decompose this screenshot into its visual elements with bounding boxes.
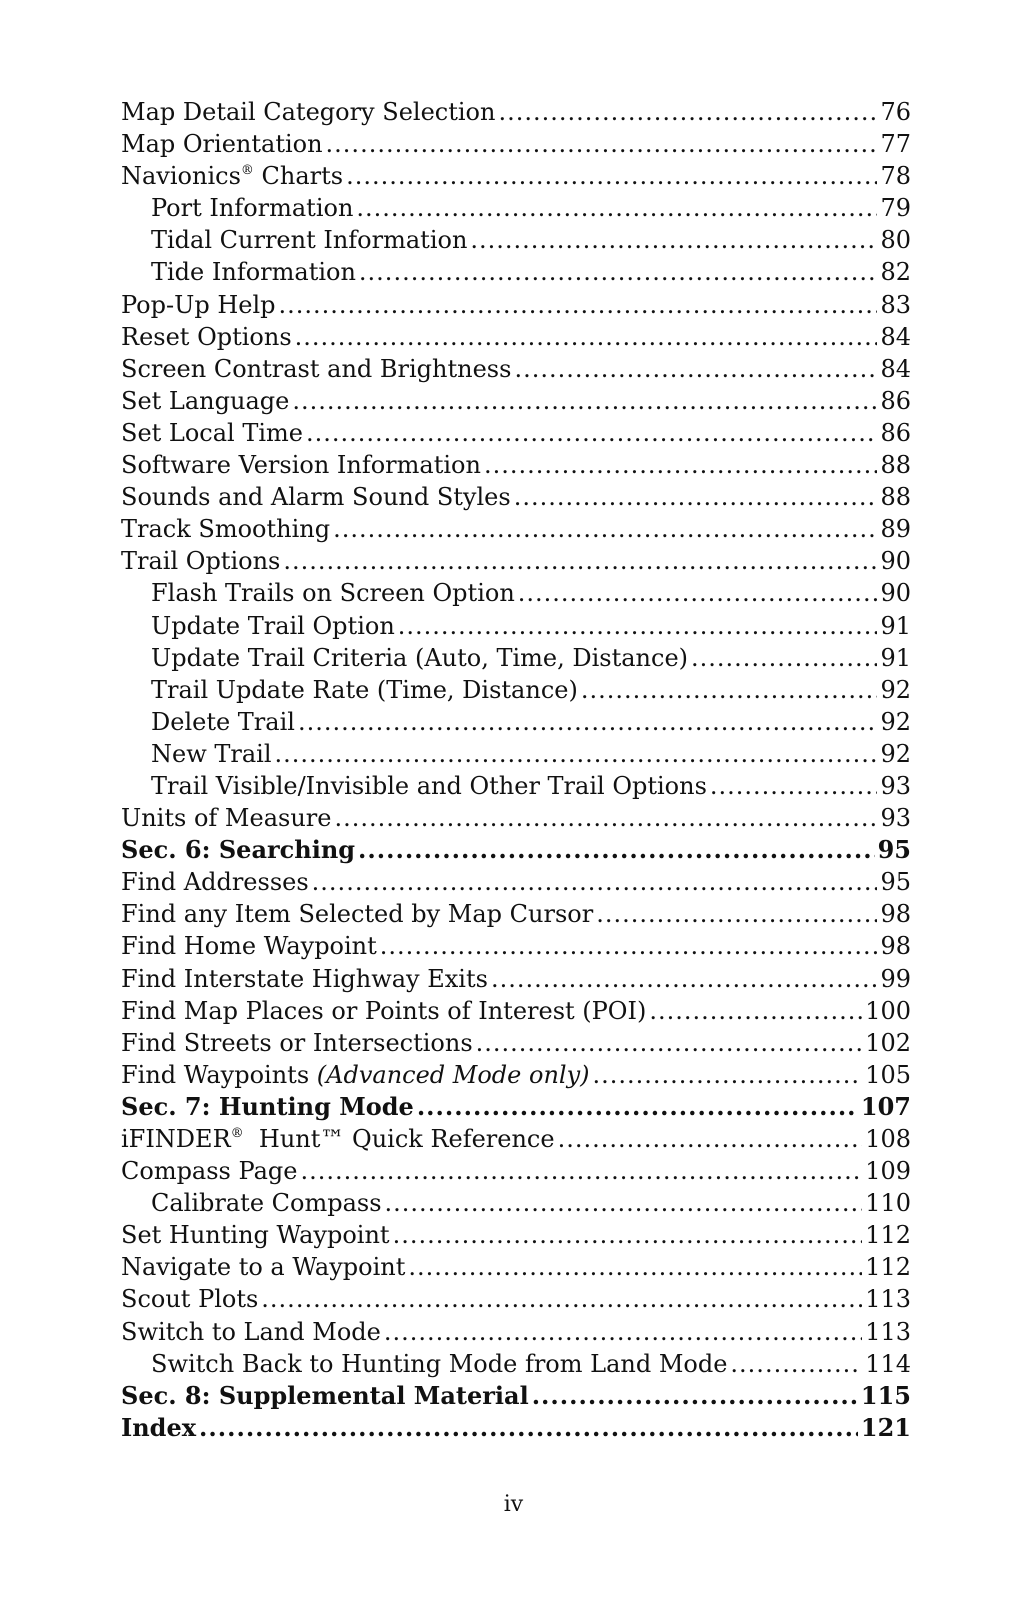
- dot-leader: [491, 963, 878, 995]
- toc-page-number: 100: [865, 996, 911, 1025]
- toc-entry[interactable]: [121, 449, 911, 481]
- toc-entry-title-text: Sec. 8: Supplemental Material: [121, 1380, 529, 1410]
- toc-entry-title: [121, 1348, 727, 1380]
- toc-entry-title-text: Find Home Waypoint: [121, 932, 377, 961]
- toc-entry-title: [121, 674, 578, 706]
- toc-entry-title: [121, 1316, 381, 1348]
- toc-entry[interactable]: [121, 866, 911, 898]
- toc-page-number: 83: [880, 290, 911, 319]
- toc-entry-title-text: Find Waypoints: [121, 1060, 317, 1089]
- toc-page-number: 107: [860, 1091, 911, 1121]
- toc-entry[interactable]: [121, 802, 911, 834]
- toc-page-number: 77: [880, 130, 911, 159]
- toc-page-number: 105: [865, 1060, 911, 1089]
- toc-entry-title-text: Trail Options: [121, 547, 281, 576]
- toc-entry-title-text: Find Streets or Intersections: [121, 1028, 473, 1057]
- toc-entry-title: [121, 577, 515, 609]
- toc-entry-title: [121, 610, 395, 642]
- toc-page-number: 121: [860, 1412, 911, 1442]
- toc-entry-title: [121, 192, 353, 224]
- toc-entry[interactable]: [121, 1251, 911, 1283]
- toc-entry-title-text: Sec. 6: Searching: [121, 835, 356, 865]
- toc-page-number: 113: [865, 1285, 911, 1314]
- toc-page-number: 102: [865, 1028, 911, 1057]
- toc-entry-title-text: Scout Plots: [121, 1285, 259, 1314]
- toc-entry[interactable]: [121, 1027, 911, 1059]
- dot-leader: [393, 1219, 863, 1251]
- toc-entry-title: [121, 321, 292, 353]
- toc-entry[interactable]: [121, 128, 911, 160]
- toc-entry-title: [121, 1219, 390, 1251]
- dot-leader: [730, 1348, 862, 1380]
- toc-page-number: 110: [865, 1189, 911, 1218]
- toc-entry-title-text: Tide Information: [151, 258, 356, 287]
- toc-entry-title: [121, 930, 377, 962]
- toc-entry-title-text: Reset Options: [121, 322, 292, 351]
- toc-entry-title-text: Set Hunting Waypoint: [121, 1221, 390, 1250]
- toc-section-entry[interactable]: [121, 1412, 911, 1444]
- dot-leader: [385, 1187, 863, 1219]
- registered-mark: ®: [240, 163, 254, 179]
- toc-entry[interactable]: [121, 1187, 911, 1219]
- toc-entry-title-text: Screen Contrast and Brightness: [121, 354, 512, 383]
- toc-entry[interactable]: [121, 513, 911, 545]
- toc-page-number: 112: [865, 1221, 911, 1250]
- dot-leader: [532, 1380, 858, 1412]
- toc-entry-title-text: Track Smoothing: [121, 515, 331, 544]
- toc-entry-note: (Advanced Mode only): [316, 1060, 590, 1089]
- toc-page-number: 115: [860, 1380, 911, 1410]
- dot-leader: [476, 1027, 863, 1059]
- toc-entry-title: [121, 1123, 555, 1155]
- toc-entry-title-text: iFINDER: [121, 1125, 231, 1153]
- dot-leader: [199, 1412, 858, 1444]
- toc-entry[interactable]: [121, 706, 911, 738]
- toc-entry[interactable]: [121, 192, 911, 224]
- toc-page-number: 86: [880, 418, 911, 447]
- toc-entry[interactable]: [121, 321, 911, 353]
- dot-leader: [275, 738, 878, 770]
- dot-leader: [384, 1316, 862, 1348]
- dot-leader: [295, 321, 878, 353]
- toc-entry[interactable]: [121, 674, 911, 706]
- toc-entry[interactable]: [121, 610, 911, 642]
- toc-page-number: 109: [865, 1157, 911, 1186]
- toc-section-entry[interactable]: [121, 834, 911, 866]
- registered-mark: ®: [230, 1126, 244, 1141]
- dot-leader: [312, 866, 878, 898]
- dot-leader: [408, 1251, 862, 1283]
- toc-entry-title-text: New Trail: [151, 739, 272, 768]
- dot-leader: [359, 256, 878, 288]
- dot-leader: [710, 770, 878, 802]
- toc-entry[interactable]: [121, 160, 911, 192]
- toc-entry-title: [121, 353, 511, 385]
- toc-page-number: 99: [880, 964, 911, 993]
- toc-entry-title: [121, 513, 330, 545]
- toc-entry-title-text: Compass Page: [121, 1157, 298, 1186]
- dot-leader: [593, 1059, 863, 1091]
- toc-entry-title: [121, 160, 343, 192]
- toc-entry-title: [121, 1380, 529, 1412]
- toc-entry-title: [121, 1059, 590, 1091]
- toc-entry[interactable]: [121, 1155, 911, 1187]
- toc-entry[interactable]: [121, 256, 911, 288]
- dot-leader: [558, 1123, 863, 1155]
- toc-entry-title: [121, 1027, 473, 1059]
- dot-leader: [417, 1091, 858, 1123]
- toc-entry[interactable]: [121, 898, 911, 930]
- toc-entry[interactable]: [121, 545, 911, 577]
- toc-entry-title-suffix: Hunt™ Quick Reference: [243, 1125, 555, 1153]
- toc-entry[interactable]: [121, 224, 911, 256]
- toc-page-number: 84: [880, 322, 911, 351]
- dot-leader: [514, 353, 877, 385]
- toc-entry-title: [121, 96, 495, 128]
- toc-entry[interactable]: [121, 770, 911, 802]
- dot-leader: [518, 577, 878, 609]
- toc-page-number: 114: [865, 1349, 911, 1378]
- toc-page-number: 79: [880, 194, 911, 223]
- toc-entry-title-text: Trail Visible/Invisible and Other Trail Options: [151, 771, 707, 800]
- toc-entry-title: [121, 802, 331, 834]
- toc-entry-title-text: Port Information: [151, 194, 354, 223]
- toc-page-number: 91: [880, 611, 911, 640]
- dot-leader: [326, 128, 878, 160]
- dot-leader: [596, 898, 877, 930]
- toc-page-number: 78: [880, 162, 911, 191]
- toc-entry[interactable]: [121, 385, 911, 417]
- dot-leader: [300, 1155, 862, 1187]
- toc-page-number: 92: [880, 739, 911, 768]
- toc-entry-title-text: Sec. 7: Hunting Mode: [121, 1091, 414, 1121]
- dot-leader: [333, 513, 877, 545]
- toc-entry-title-text: Navionics: [121, 162, 241, 191]
- toc-entry-title: [121, 289, 276, 321]
- dot-leader: [356, 192, 877, 224]
- dot-leader: [498, 96, 877, 128]
- dot-leader: [581, 674, 878, 706]
- table-of-contents: [121, 96, 911, 1444]
- toc-entry-title-text: Index: [121, 1412, 197, 1442]
- dot-leader: [691, 642, 877, 674]
- toc-entry-title-text: Set Local Time: [121, 418, 304, 447]
- toc-entry-title-text: Calibrate Compass: [151, 1189, 382, 1218]
- toc-entry-title-text: Map Detail Category Selection: [121, 98, 496, 126]
- dot-leader: [398, 610, 878, 642]
- dot-leader: [358, 834, 875, 866]
- toc-section-entry[interactable]: [121, 1091, 911, 1123]
- toc-entry-title-text: Trail Update Rate (Time, Distance): [151, 675, 578, 704]
- toc-entry-title: [121, 738, 272, 770]
- dot-leader: [649, 995, 862, 1027]
- toc-entry-title-text: Find Interstate Highway Exits: [121, 964, 488, 993]
- toc-page-number: 80: [880, 226, 911, 255]
- dot-leader: [261, 1283, 862, 1315]
- toc-page-number: 91: [880, 643, 911, 672]
- toc-entry-title-text: Set Language: [121, 386, 290, 415]
- toc-entry-title-text: Find Map Places or Points of Interest (POI): [121, 996, 647, 1025]
- toc-entry-title-text: Software Version Information: [121, 451, 481, 480]
- toc-entry[interactable]: [121, 1348, 911, 1380]
- dot-leader: [380, 930, 878, 962]
- toc-entry[interactable]: [121, 96, 911, 128]
- toc-page-number: 84: [880, 354, 911, 383]
- dot-leader: [346, 160, 877, 192]
- toc-page-number: 108: [865, 1125, 911, 1153]
- toc-page-number: 89: [880, 515, 911, 544]
- toc-section-entry[interactable]: [121, 1380, 911, 1412]
- toc-entry-title: [121, 1251, 405, 1283]
- toc-entry[interactable]: [121, 577, 911, 609]
- toc-entry-title-text: Update Trail Option: [151, 611, 395, 640]
- toc-entry-title-text: Units of Measure: [121, 804, 332, 833]
- toc-entry-title: [121, 128, 323, 160]
- page-number: iv: [503, 1492, 524, 1517]
- toc-page-number: 90: [880, 547, 911, 576]
- toc-entry-title-text: Delete Trail: [151, 707, 295, 736]
- toc-page-number: 98: [880, 900, 911, 929]
- toc-entry-title: [121, 481, 511, 513]
- toc-page-number: 95: [877, 835, 911, 865]
- toc-entry[interactable]: [121, 995, 911, 1027]
- toc-entry-title-suffix: Charts: [253, 162, 344, 191]
- toc-entry[interactable]: [121, 1219, 911, 1251]
- toc-entry-title-text: Flash Trails on Screen Option: [151, 579, 515, 608]
- toc-page-number: 112: [865, 1253, 911, 1282]
- toc-page-number: 93: [880, 771, 911, 800]
- toc-entry-title: [121, 1155, 297, 1187]
- toc-page-number: 95: [880, 868, 911, 897]
- dot-leader: [298, 706, 878, 738]
- toc-entry-title: [121, 417, 303, 449]
- toc-entry-title-text: Switch to Land Mode: [121, 1317, 381, 1346]
- toc-entry-title-text: Update Trail Criteria (Auto, Time, Distance): [151, 643, 689, 672]
- toc-entry-title: [121, 963, 488, 995]
- toc-entry-title-text: Tidal Current Information: [151, 226, 468, 255]
- toc-entry[interactable]: [121, 353, 911, 385]
- dot-leader: [283, 545, 877, 577]
- toc-entry-title: [121, 834, 355, 866]
- dot-leader: [292, 385, 877, 417]
- dot-leader: [334, 802, 877, 834]
- toc-entry[interactable]: [121, 930, 911, 962]
- toc-page-number: 92: [880, 675, 911, 704]
- toc-entry-title-text: Find any Item Selected by Map Cursor: [121, 900, 594, 929]
- toc-entry-title: [121, 866, 309, 898]
- toc-entry-title: [121, 545, 280, 577]
- toc-entry-title-text: Navigate to a Waypoint: [121, 1253, 406, 1282]
- toc-page-number: 88: [880, 451, 911, 480]
- toc-page-number: 98: [880, 932, 911, 961]
- dot-leader: [470, 224, 877, 256]
- toc-entry[interactable]: [121, 289, 911, 321]
- toc-entry-title: [121, 706, 295, 738]
- toc-page-number: 86: [880, 386, 911, 415]
- toc-entry-title-text: Find Addresses: [121, 868, 309, 897]
- toc-entry-title-text: Map Orientation: [121, 130, 323, 159]
- toc-entry-title: [121, 385, 289, 417]
- toc-entry[interactable]: [121, 1283, 911, 1315]
- toc-entry-title: [121, 898, 593, 930]
- toc-entry-title: [121, 1283, 258, 1315]
- toc-entry[interactable]: [121, 1123, 911, 1155]
- toc-page-number: 113: [865, 1317, 911, 1346]
- dot-leader: [306, 417, 877, 449]
- toc-entry-title: [121, 224, 467, 256]
- toc-entry-title: [121, 449, 481, 481]
- toc-page-number: 88: [880, 483, 911, 512]
- toc-entry[interactable]: [121, 1316, 911, 1348]
- toc-entry-title: [121, 1412, 196, 1444]
- toc-page-number: 82: [880, 258, 911, 287]
- toc-entry[interactable]: [121, 963, 911, 995]
- toc-entry[interactable]: [121, 642, 911, 674]
- toc-entry[interactable]: [121, 738, 911, 770]
- toc-entry-title: [121, 1187, 382, 1219]
- toc-entry-title: [121, 995, 646, 1027]
- dot-leader: [279, 289, 878, 321]
- toc-page-number: 92: [880, 707, 911, 736]
- toc-entry[interactable]: [121, 481, 911, 513]
- toc-page-number: 93: [880, 804, 911, 833]
- dot-leader: [514, 481, 878, 513]
- toc-entry[interactable]: [121, 417, 911, 449]
- toc-entry-title: [121, 256, 356, 288]
- toc-entry-title-text: Sounds and Alarm Sound Styles: [121, 483, 511, 512]
- toc-entry-title: [121, 770, 707, 802]
- toc-page-number: 90: [880, 579, 911, 608]
- toc-entry-title-text: Switch Back to Hunting Mode from Land Mode: [151, 1349, 728, 1378]
- toc-entry[interactable]: [121, 1059, 911, 1091]
- dot-leader: [484, 449, 878, 481]
- toc-entry-title: [121, 1091, 414, 1123]
- toc-page-number: 76: [880, 98, 911, 126]
- toc-entry-title: [121, 642, 688, 674]
- toc-entry-title-text: Pop-Up Help: [121, 290, 276, 319]
